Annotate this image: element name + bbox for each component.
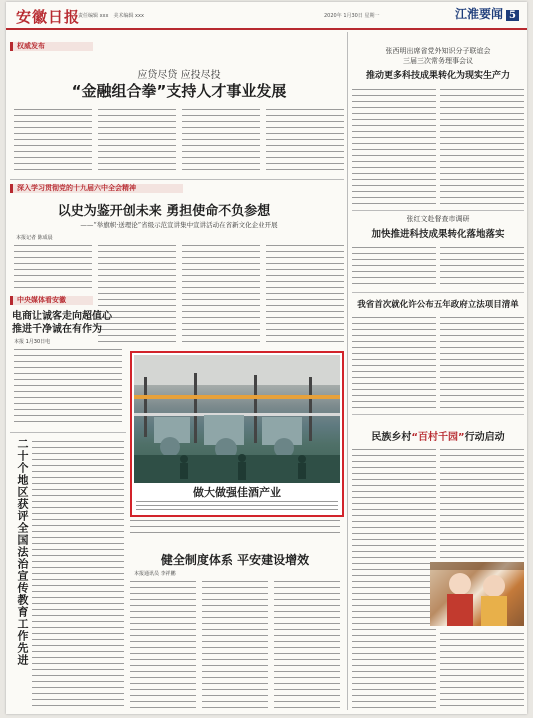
tag-central-media: 中央媒体看安徽: [10, 296, 93, 305]
tag-authoritative: 权威发布: [10, 42, 93, 51]
divider: [352, 292, 524, 293]
article-body: [440, 630, 524, 710]
article-body: [130, 517, 340, 537]
page-header: [6, 2, 527, 30]
article-headline: 民族乡村“百村千园”行动启动: [371, 432, 505, 443]
article-headline: 加快推进科技成果转化落地落实: [371, 229, 505, 240]
article-headline: 以史为鉴开创未来 勇担使命不负参想: [57, 204, 271, 219]
article-kicker: 应贷尽贷 应投尽投: [137, 70, 221, 81]
article-headline: 电商让诚客走向超值心 推进千净诚在有作为: [12, 311, 112, 335]
article-body: [266, 106, 344, 174]
article-body: [14, 346, 122, 426]
byline: 本报通讯员 李祥鹏: [134, 571, 176, 577]
article-kicker: 张西明出席省党外知识分子联谊会 三届三次常务理事会议: [385, 47, 491, 65]
newspaper-page: [6, 2, 527, 714]
article-headline: 健全制度体系 平安建设增效: [160, 553, 310, 567]
byline: 本报 1月30日电: [14, 339, 51, 345]
article-headline: “金融组合拳”支持人才事业发展: [71, 82, 287, 100]
article-body: [182, 242, 260, 342]
divider: [10, 432, 126, 433]
article-body: [266, 242, 344, 342]
article-body: [440, 86, 524, 206]
date-meta: 2020年 1月30日 星期一: [324, 13, 380, 19]
divider: [10, 179, 344, 180]
article-body: [14, 242, 92, 290]
editor-meta: 责任编辑 xxx 美术编辑 xxx: [78, 13, 144, 19]
article-body: [440, 446, 524, 558]
article-body: [352, 446, 436, 710]
column-divider: [347, 32, 348, 710]
article-body: [440, 244, 524, 288]
article-body: [440, 314, 524, 410]
article-body: [202, 578, 268, 710]
article-body: [182, 106, 260, 174]
byline: 本报记者 陈成晨: [16, 235, 53, 241]
tag-plenary: 深入学习贯彻党的十九届六中全会精神: [10, 184, 183, 193]
page-number: 5: [506, 10, 519, 21]
factory-photo-image: [134, 355, 340, 483]
article-headline: 推动更多科技成果转化为现实生产力: [365, 71, 510, 81]
article-body: [98, 106, 176, 174]
divider: [352, 414, 524, 415]
vertical-headline: 二十个地区获评全国法治宣传教育工作先进: [16, 438, 29, 666]
article-body: [32, 438, 124, 710]
section-title: 江淮要闻 5: [455, 5, 519, 22]
feature-photo: [130, 351, 344, 517]
article-body: [274, 578, 340, 710]
article-headline: 我省首次就化许公布五年政府立法项目清单: [357, 300, 519, 310]
children-photo: [430, 562, 524, 626]
article-body: [352, 314, 436, 410]
article-body: [352, 86, 436, 206]
article-subtitle: ——“举旗帜·送理论”省级示范宣讲集中宣讲活动在省新文化企业开展: [80, 221, 278, 229]
article-body: [14, 106, 92, 174]
newspaper-logo: 安徽日报: [16, 8, 81, 26]
article-kicker: 张红文赴督查市调研: [406, 215, 470, 223]
photo-caption: 做大做强佳酒产业: [193, 486, 281, 499]
article-body: [130, 578, 196, 710]
article-body: [352, 244, 436, 288]
photo-note: [136, 499, 338, 511]
divider: [352, 210, 524, 211]
